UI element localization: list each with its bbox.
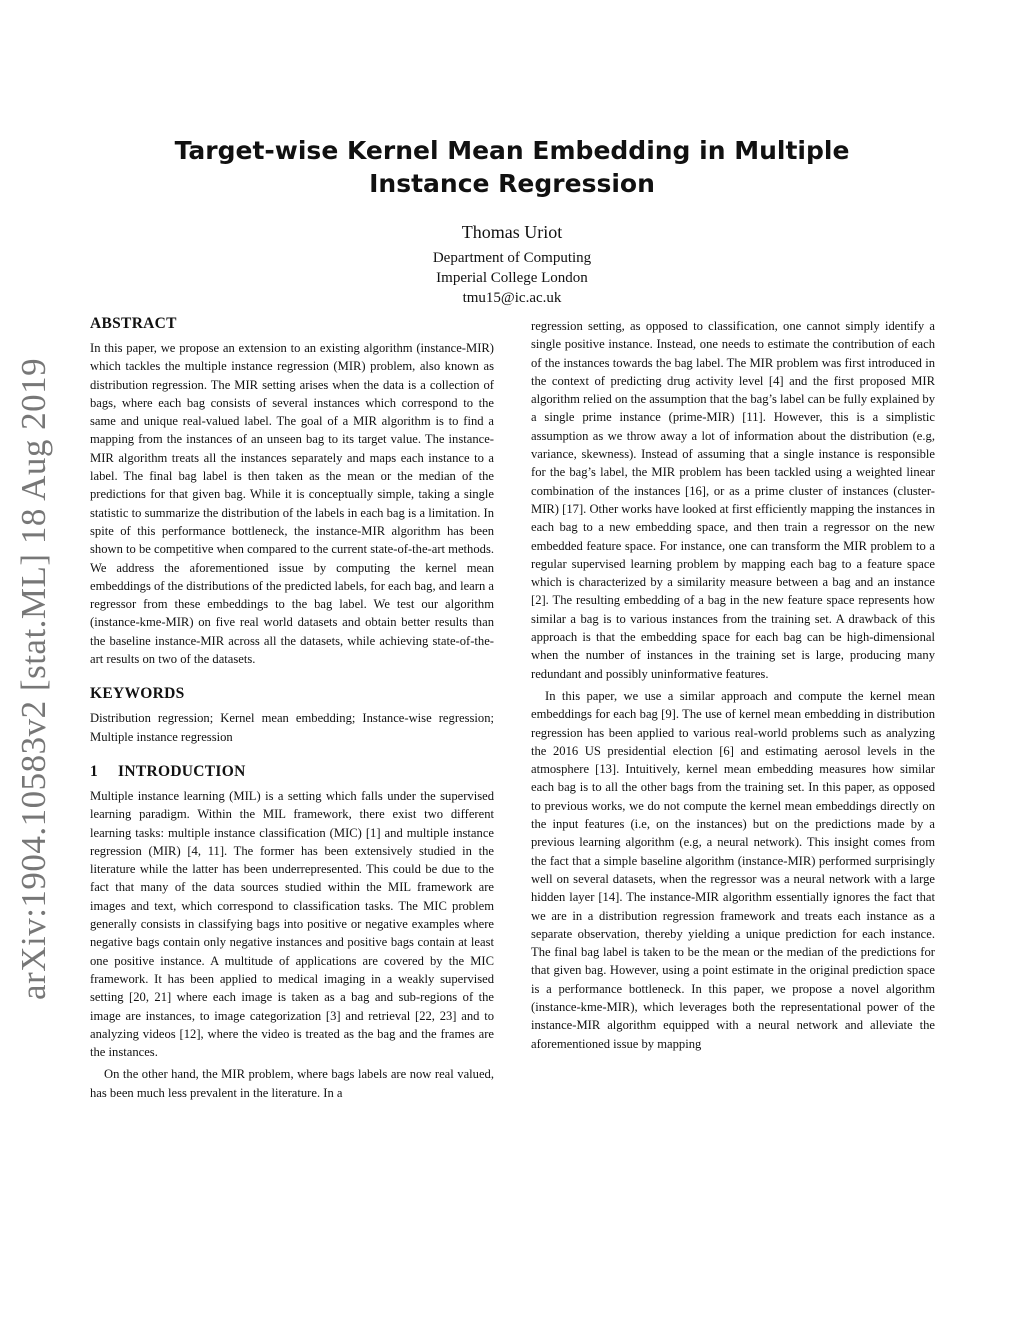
author-email: tmu15@ic.ac.uk (462, 290, 562, 306)
paper-title: Target-wise Kernel Mean Embedding in Multiple Instance Regression (174, 136, 850, 198)
introduction-heading (90, 762, 494, 782)
keywords-heading: KEYWORDS (90, 685, 185, 703)
intro-paragraph-3: regression setting, as opposed to classification, one cannot simply identify a single positive instance. Instead, one needs to estimate the contribution of each of the instances towards the bag label. The MIR problem was first introduced in the context of predicting drug activity level [4] and the first proposed MIR algorithm relied on the assumption that the bag’s label can be fully explained by a single prime instance (prime-MIR) [11]. However, this is a simplistic assumption as we throw away a lot of information about the distribution (e.g, variance, skewness). Instead of assuming that a single instance is responsible for the bag’s label, the MIR problem has been tackled using a weighted linear combination of the instances [16], or as a prime cluster of instances (cluster-MIR) [17]. Other works have looked at first efficiently mapping the instances in each bag to a new embedding space, and then train a regressor on the new embedded feature space. For instance, one can transform the MIR problem to a regular supervised learning problem by mapping each bag to a feature space which is characterized by a similarity measure between a bag and an instance [2]. The resulting embedding of a bag in the new feature space represents how similar a bag is to various instances from the training set. A drawback of this approach is that the embedding space for each bag can be high-dimensional when the number of instances in the training set is large, producing many redundant and possibly uninformative features. (531, 319, 935, 681)
abstract-text: In this paper, we propose an extension to an existing algorithm (instance-MIR) which tackles the multiple instance regression (MIR) problem, also known as distribution regression. The MIR setting arises when the data is a collection of bags, where each bag consists of several instances which correspond to the same and unique real-valued label. The goal of a MIR algorithm is to find a mapping from the instances of an unseen bag to its target value. The instance-MIR algorithm treats all the instances separately and maps each instance to a label. The final bag label is then taken as the mean or the median of the predictions for that given bag. While it is conceptually simple, taking a single statistic to summarize the distribution of the labels in each bag is a limitation. In spite of this performance bottleneck, the instance-MIR algorithm has been shown to be competitive when compared to the current state-of-the-art methods. We address the aforementioned issue by computing the kernel mean embeddings of the distributions of the predicted labels, for each bag, and learn a regressor from these embeddings to the bag label. We test our algorithm (instance-kme-MIR) on five real world datasets and obtain better results than the baseline instance-MIR across all the datasets, while achieving state-of-the-art results on two of the datasets. (90, 341, 494, 667)
section-title: INTRODUCTION (118, 762, 246, 780)
arxiv-identifier: arXiv:1904.10583v2 [stat.ML] 18 Aug 2019 (14, 357, 53, 1000)
section-number: 1 (90, 762, 99, 780)
right-column (531, 317, 935, 1053)
keywords-text: Distribution regression; Kernel mean embedding; Instance-wise regression; Multiple instance regression (90, 711, 494, 744)
left-column (90, 314, 494, 1102)
author-block (312, 220, 712, 308)
affiliation-department: Department of Computing (432, 250, 592, 266)
abstract-heading: ABSTRACT (90, 315, 177, 332)
author-name: Thomas Uriot (461, 222, 563, 242)
intro-paragraph-2: On the other hand, the MIR problem, where bags labels are now real valued, has been much less prevalent in the literature. In a (90, 1067, 494, 1100)
intro-paragraph-1: Multiple instance learning (MIL) is a setting which falls under the supervised learning paradigm. Within the MIL framework, there exist two different learning tasks: multiple instance classification (MIC) [1] and multiple instance regression (MIR) [4, 11]. The former has been extensively studied in the literature while the latter has been underrepresented. This could be due to the fact that many of the data sources studied within the MIL framework are images and text, which correspond to classification tasks. The MIC problem generally consists in classifying bags into positive or negative examples where negative bags contain only negative instances and positive bags contain at least one positive instance. A multitude of applications are covered by the MIC framework. It has been applied to medical imaging in a weakly supervised setting [20, 21] where each image is taken as a bag and sub-regions of the image are instances, to image categorization [3] and retrieval [22, 23] and to analyzing videos [12], where the video is treated as the bag and the frames are the instances. (90, 788, 494, 1060)
intro-paragraph-4: In this paper, we use a similar approach and compute the kernel mean embeddings for each bag [9]. The use of kernel mean embedding in distribution regression has been applied to various real-world problems such as analyzing the 2016 US presidential election [6] and estimating aerosol levels in the atmosphere [13]. Intuitively, kernel mean embedding measures how similar each bag is to all the other bags from the training set. In this paper, as opposed to previous works, we do not compute the kernel mean embeddings directly on the input features (i.e, on the instances) but on the predictions made by a previous learning algorithm (e.g, a neural network). This insight comes from the fact that a simple baseline algorithm (instance-MIR) performed surprisingly well on several datasets, when the regressor was a neural network with a large hidden layer [14]. The instance-MIR algorithm essentially ignores the fact that we are in a distribution regression framework and treats each instance as a separate observation, thereby yielding a unique prediction for each instance. The final bag label is taken to be the mean or the median of the predictions for that given bag. However, using a point estimate in the original prediction space is a performance bottleneck. In this paper, we propose a novel algorithm (instance-kme-MIR), which leverages both the representational power of the instance-MIR algorithm equipped with a neural network and alleviate the aforementioned issue by mapping (531, 688, 935, 1051)
affiliation-institution: Imperial College London (436, 270, 588, 286)
